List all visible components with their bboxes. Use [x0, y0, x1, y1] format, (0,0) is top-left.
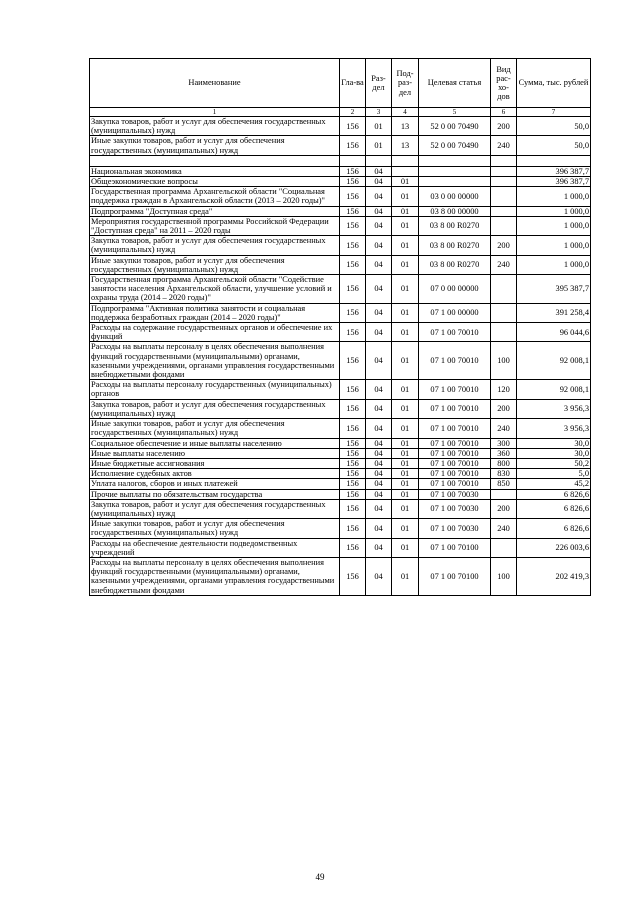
table-row: [90, 399, 591, 418]
row-name: Иные закупки товаров, работ и услуг для обеспечения государственных (муниципальных) нужд: [90, 136, 340, 155]
row-name: Расходы на обеспечение деятельности подведомственных учреждений: [90, 538, 340, 557]
row-podrazdel: 01: [392, 275, 419, 304]
row-podrazdel: 01: [392, 216, 419, 235]
row-vid: 800: [491, 458, 517, 468]
row-razdel: 04: [366, 342, 392, 380]
row-summa: 3 956,3: [517, 419, 591, 438]
row-statya: 07 1 00 70010: [419, 479, 491, 489]
row-vid: 120: [491, 380, 517, 399]
row-podrazdel: 01: [392, 419, 419, 438]
row-podrazdel: [392, 166, 419, 176]
table-row: [90, 438, 591, 448]
row-statya: 07 1 00 70010: [419, 438, 491, 448]
row-statya: 07 1 00 70010: [419, 399, 491, 418]
row-glava: 156: [340, 136, 366, 155]
row-name: Иные выплаты населению: [90, 448, 340, 458]
row-vid: 100: [491, 342, 517, 380]
row-razdel: 04: [366, 177, 392, 187]
header-vid: Вид рас-хо-дов: [491, 59, 517, 108]
row-glava: 156: [340, 323, 366, 342]
row-statya: 07 1 00 70010: [419, 342, 491, 380]
row-razdel: 04: [366, 206, 392, 216]
table-row: [90, 419, 591, 438]
row-summa: 6 826,6: [517, 519, 591, 538]
row-summa: 30,0: [517, 438, 591, 448]
row-summa: 50,2: [517, 458, 591, 468]
row-name: Общеэкономические вопросы: [90, 177, 340, 187]
row-statya: 07 1 00 70010: [419, 380, 491, 399]
row-podrazdel: 01: [392, 458, 419, 468]
row-statya: 07 1 00 70100: [419, 557, 491, 595]
header-statya: Целевая статья: [419, 59, 491, 108]
row-vid: 240: [491, 419, 517, 438]
table-row: [90, 557, 591, 595]
row-summa: 30,0: [517, 448, 591, 458]
row-podrazdel: 01: [392, 448, 419, 458]
table-row: [90, 255, 591, 274]
row-statya: [419, 177, 491, 187]
row-name: Уплата налогов, сборов и иных платежей: [90, 479, 340, 489]
row-name: Закупка товаров, работ и услуг для обеспечения государственных (муниципальных) нужд: [90, 499, 340, 518]
budget-table: [89, 58, 591, 596]
row-vid: [491, 187, 517, 206]
row-statya: 07 0 00 00000: [419, 275, 491, 304]
row-summa: 395 387,7: [517, 275, 591, 304]
row-name: Расходы на содержание государственных органов и обеспечение их функций: [90, 323, 340, 342]
row-razdel: 04: [366, 458, 392, 468]
row-vid: 360: [491, 448, 517, 458]
row-name: Национальная экономика: [90, 166, 340, 176]
row-glava: 156: [340, 380, 366, 399]
row-name: Расходы на выплаты персоналу государственных (муниципальных) органов: [90, 380, 340, 399]
table-row: [90, 216, 591, 235]
row-summa: [517, 155, 591, 166]
row-glava: 156: [340, 458, 366, 468]
row-name: Закупка товаров, работ и услуг для обеспечения государственных (муниципальных) нужд: [90, 117, 340, 136]
row-glava: 156: [340, 479, 366, 489]
row-razdel: 04: [366, 216, 392, 235]
row-vid: 240: [491, 136, 517, 155]
row-name: Иные закупки товаров, работ и услуг для обеспечения государственных (муниципальных) нужд: [90, 419, 340, 438]
row-glava: 156: [340, 177, 366, 187]
row-glava: 156: [340, 519, 366, 538]
row-name: Расходы на выплаты персоналу в целях обеспечения выполнения функций государственными (муниципальными) органами, казенными учреждениями, органами управления государственными внебюджетными фондами: [90, 557, 340, 595]
row-glava: 156: [340, 187, 366, 206]
row-name: Закупка товаров, работ и услуг для обеспечения государственных (муниципальных) нужд: [90, 236, 340, 255]
table-row: [90, 303, 591, 322]
row-vid: [491, 323, 517, 342]
row-name: Государственная программа Архангельской области "Социальная поддержка граждан в Архангельской области (2013 – 2020 годы)": [90, 187, 340, 206]
row-summa: 1 000,0: [517, 206, 591, 216]
row-podrazdel: 01: [392, 489, 419, 499]
row-name: Закупка товаров, работ и услуг для обеспечения государственных (муниципальных) нужд: [90, 399, 340, 418]
table-row: [90, 489, 591, 499]
column-number: 4: [392, 108, 419, 117]
row-summa: 6 826,6: [517, 489, 591, 499]
row-glava: 156: [340, 419, 366, 438]
row-podrazdel: 13: [392, 117, 419, 136]
row-summa: 396 387,7: [517, 166, 591, 176]
header-razdel: Раз-дел: [366, 59, 392, 108]
row-summa: 1 000,0: [517, 187, 591, 206]
row-summa: 3 956,3: [517, 399, 591, 418]
table-row: [90, 136, 591, 155]
row-statya: 52 0 00 70490: [419, 117, 491, 136]
row-glava: 156: [340, 557, 366, 595]
row-name: Расходы на выплаты персоналу в целях обеспечения выполнения функций государственными (муниципальными) органами, казенными учреждениями, органами управления государственными внебюджетными фондами: [90, 342, 340, 380]
row-statya: 52 0 00 70490: [419, 136, 491, 155]
row-statya: 07 1 00 70010: [419, 448, 491, 458]
row-glava: 156: [340, 538, 366, 557]
header-row: [90, 59, 591, 108]
row-statya: 07 1 00 70030: [419, 519, 491, 538]
row-statya: 03 8 00 R0270: [419, 216, 491, 235]
row-summa: 45,2: [517, 479, 591, 489]
row-glava: 156: [340, 342, 366, 380]
row-summa: 92 008,1: [517, 342, 591, 380]
row-name: Иные закупки товаров, работ и услуг для обеспечения государственных (муниципальных) нужд: [90, 519, 340, 538]
row-podrazdel: 01: [392, 342, 419, 380]
column-number: 7: [517, 108, 591, 117]
row-name: Мероприятия государственной программы Российской Федерации "Доступная среда" на 2011 – 2020 годы: [90, 216, 340, 235]
row-razdel: 04: [366, 399, 392, 418]
table-row: [90, 538, 591, 557]
budget-table-container: [89, 58, 590, 596]
row-vid: 240: [491, 255, 517, 274]
row-podrazdel: 01: [392, 323, 419, 342]
row-podrazdel: 01: [392, 519, 419, 538]
row-name: Государственная программа Архангельской области "Содействие занятости населения Архангельской области, улучшение условий и охраны труда (2014 – 2020 годы)": [90, 275, 340, 304]
row-razdel: [366, 155, 392, 166]
row-podrazdel: 01: [392, 538, 419, 557]
row-summa: 96 044,6: [517, 323, 591, 342]
row-name: Подпрограмма "Активная политика занятости и социальная поддержка безработных граждан (2014 – 2020 годы)": [90, 303, 340, 322]
table-row: [90, 469, 591, 479]
row-summa: 50,0: [517, 136, 591, 155]
row-podrazdel: [392, 155, 419, 166]
row-razdel: 04: [366, 519, 392, 538]
row-summa: 226 003,6: [517, 538, 591, 557]
row-name: [90, 155, 340, 166]
row-vid: [491, 275, 517, 304]
row-razdel: 04: [366, 236, 392, 255]
row-razdel: 04: [366, 380, 392, 399]
table-row: [90, 458, 591, 468]
row-vid: 200: [491, 236, 517, 255]
row-vid: [491, 216, 517, 235]
row-glava: [340, 155, 366, 166]
row-vid: 240: [491, 519, 517, 538]
row-razdel: 04: [366, 303, 392, 322]
row-razdel: 04: [366, 489, 392, 499]
row-podrazdel: 01: [392, 255, 419, 274]
row-name: Прочие выплаты по обязательствам государства: [90, 489, 340, 499]
row-glava: 156: [340, 499, 366, 518]
row-podrazdel: 01: [392, 399, 419, 418]
table-row: [90, 323, 591, 342]
table-body: [90, 117, 591, 596]
row-vid: 200: [491, 117, 517, 136]
row-podrazdel: 01: [392, 557, 419, 595]
row-statya: 07 1 00 70010: [419, 469, 491, 479]
row-summa: 50,0: [517, 117, 591, 136]
row-statya: 07 1 00 70100: [419, 538, 491, 557]
row-podrazdel: 01: [392, 380, 419, 399]
row-razdel: 04: [366, 419, 392, 438]
table-row: [90, 177, 591, 187]
row-glava: 156: [340, 166, 366, 176]
row-summa: 5,0: [517, 469, 591, 479]
header-summa: Сумма, тыс. рублей: [517, 59, 591, 108]
row-vid: [491, 538, 517, 557]
row-podrazdel: 01: [392, 469, 419, 479]
row-vid: [491, 155, 517, 166]
row-razdel: 04: [366, 479, 392, 489]
row-glava: 156: [340, 303, 366, 322]
row-name: Подпрограмма "Доступная среда": [90, 206, 340, 216]
row-vid: 830: [491, 469, 517, 479]
row-razdel: 04: [366, 187, 392, 206]
table-row: [90, 380, 591, 399]
table-row: [90, 117, 591, 136]
row-vid: 200: [491, 499, 517, 518]
table-row: [90, 155, 591, 166]
row-razdel: 01: [366, 117, 392, 136]
row-statya: 03 0 00 00000: [419, 187, 491, 206]
header-podrazdel: Под-раз-дел: [392, 59, 419, 108]
row-statya: [419, 166, 491, 176]
row-summa: 92 008,1: [517, 380, 591, 399]
row-statya: 03 8 00 00000: [419, 206, 491, 216]
row-summa: 202 419,3: [517, 557, 591, 595]
table-row: [90, 519, 591, 538]
column-number: 5: [419, 108, 491, 117]
row-razdel: 04: [366, 538, 392, 557]
row-statya: 07 1 00 70010: [419, 419, 491, 438]
row-razdel: 04: [366, 255, 392, 274]
row-statya: 07 1 00 70030: [419, 489, 491, 499]
row-glava: 156: [340, 489, 366, 499]
row-podrazdel: 01: [392, 187, 419, 206]
table-row: [90, 187, 591, 206]
table-row: [90, 166, 591, 176]
row-summa: 396 387,7: [517, 177, 591, 187]
row-glava: 156: [340, 236, 366, 255]
row-statya: [419, 155, 491, 166]
row-glava: 156: [340, 275, 366, 304]
row-name: Социальное обеспечение и иные выплаты населению: [90, 438, 340, 448]
row-vid: [491, 489, 517, 499]
row-podrazdel: 01: [392, 479, 419, 489]
row-razdel: 04: [366, 275, 392, 304]
table-row: [90, 342, 591, 380]
column-number: 3: [366, 108, 392, 117]
row-name: Иные закупки товаров, работ и услуг для обеспечения государственных (муниципальных) нужд: [90, 255, 340, 274]
row-vid: [491, 177, 517, 187]
row-vid: [491, 166, 517, 176]
row-vid: 100: [491, 557, 517, 595]
row-summa: 6 826,6: [517, 499, 591, 518]
header-glava: Гла-ва: [340, 59, 366, 108]
header-name: Наименование: [90, 59, 340, 108]
row-statya: 03 8 00 R0270: [419, 255, 491, 274]
row-glava: 156: [340, 117, 366, 136]
row-vid: 200: [491, 399, 517, 418]
row-name: Иные бюджетные ассигнования: [90, 458, 340, 468]
row-summa: 391 258,4: [517, 303, 591, 322]
row-vid: [491, 206, 517, 216]
row-razdel: 04: [366, 448, 392, 458]
row-glava: 156: [340, 438, 366, 448]
row-statya: 07 1 00 70010: [419, 323, 491, 342]
row-summa: 1 000,0: [517, 236, 591, 255]
row-razdel: 04: [366, 469, 392, 479]
row-glava: 156: [340, 206, 366, 216]
table-row: [90, 479, 591, 489]
row-podrazdel: 01: [392, 236, 419, 255]
row-vid: 300: [491, 438, 517, 448]
row-summa: 1 000,0: [517, 216, 591, 235]
row-razdel: 04: [366, 438, 392, 448]
row-glava: 156: [340, 469, 366, 479]
row-summa: 1 000,0: [517, 255, 591, 274]
row-razdel: 04: [366, 557, 392, 595]
table-row: [90, 275, 591, 304]
table-row: [90, 448, 591, 458]
row-podrazdel: 01: [392, 438, 419, 448]
row-glava: 156: [340, 216, 366, 235]
row-razdel: 04: [366, 166, 392, 176]
row-vid: 850: [491, 479, 517, 489]
row-statya: 03 8 00 R0270: [419, 236, 491, 255]
page-number: 49: [315, 872, 325, 882]
table-row: [90, 236, 591, 255]
row-razdel: 01: [366, 136, 392, 155]
row-statya: 07 1 00 70030: [419, 499, 491, 518]
row-glava: 156: [340, 448, 366, 458]
row-razdel: 04: [366, 499, 392, 518]
row-podrazdel: 01: [392, 206, 419, 216]
row-podrazdel: 01: [392, 303, 419, 322]
row-razdel: 04: [366, 323, 392, 342]
row-name: Исполнение судебных актов: [90, 469, 340, 479]
column-number-row: [90, 108, 591, 117]
table-row: [90, 499, 591, 518]
row-podrazdel: 13: [392, 136, 419, 155]
row-statya: 07 1 00 00000: [419, 303, 491, 322]
row-glava: 156: [340, 255, 366, 274]
row-statya: 07 1 00 70010: [419, 458, 491, 468]
row-podrazdel: 01: [392, 499, 419, 518]
table-row: [90, 206, 591, 216]
column-number: 6: [491, 108, 517, 117]
column-number: 1: [90, 108, 340, 117]
row-vid: [491, 303, 517, 322]
row-podrazdel: 01: [392, 177, 419, 187]
row-glava: 156: [340, 399, 366, 418]
column-number: 2: [340, 108, 366, 117]
